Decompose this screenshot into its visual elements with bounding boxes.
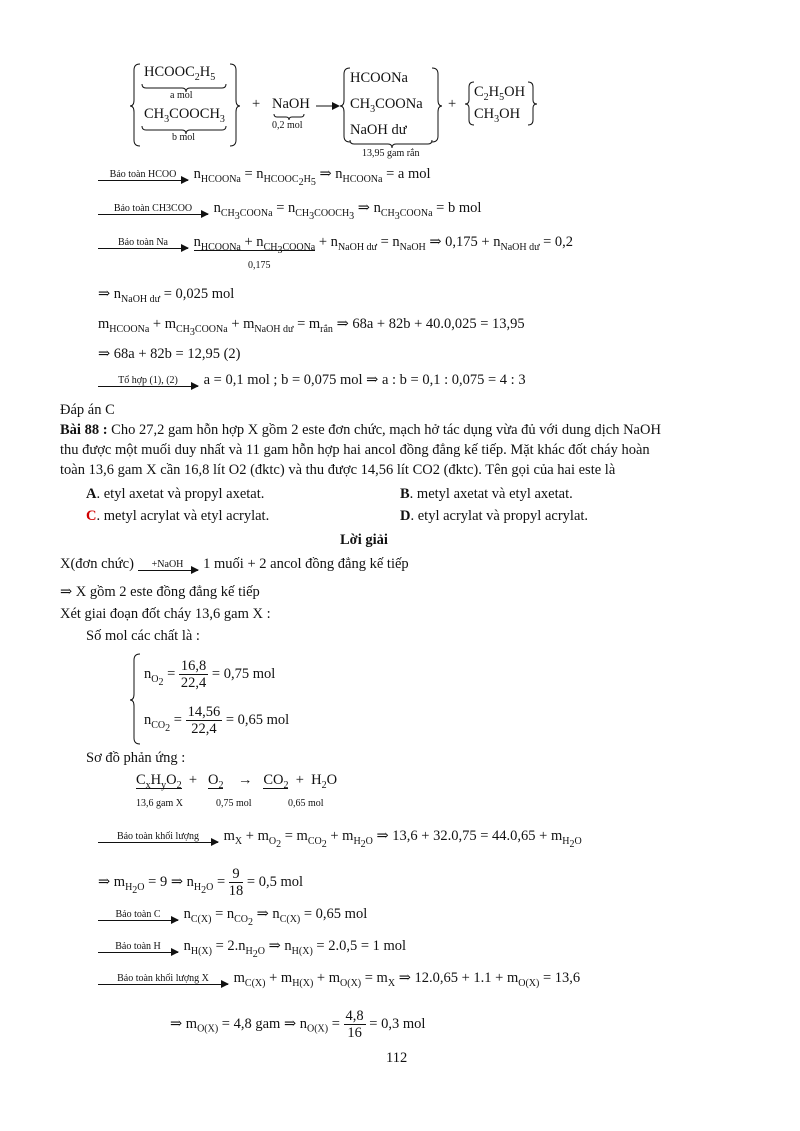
eq-combine: Tổ hợp (1), (2) a = 0,1 mol ; b = 0,075 mol ⇒ a : b = 0,1 : 0,075 = 4 : 3 bbox=[98, 372, 526, 389]
eq-h2o: ⇒ $m_{H_2O} = 9$ ⇒ $n_{H_2O}$ = $\frac{9}{18}$ = 0,5 mol bbox=[98, 866, 304, 899]
problem-number: Bài 88 : bbox=[60, 422, 108, 438]
combustion-eq: $C_xH_yO_2 + O_2$ → $CO_2 + H_2O$ bbox=[136, 772, 338, 791]
problem-line-2: thu được một muối duy nhất và 11 gam hỗn hợp hai ancol đồng đẳng kế tiếp. Mặt khác đốt cháy hoàn bbox=[60, 442, 650, 458]
o2-mol-label: 0,75 mol bbox=[216, 798, 252, 809]
eq-c-balance: Bảo toàn C $n_{C(X)} = n_{CO_2}$ ⇒ $n_{C(X)} = 0,65$ mol bbox=[98, 906, 367, 928]
problem-line-1: Bài 88 : Cho 27,2 gam hỗn hợp X gồm 2 este đơn chức, mạch hở tác dụng vừa đủ với dung dịch NaOH bbox=[60, 422, 661, 438]
solution-line-3: Xét giai đoạn đốt cháy 13,6 gam X : bbox=[60, 606, 271, 622]
eq-o-mass: ⇒ $m_{O(X)} = 4,8$ gam ⇒ $n_{O(X)}$ = $\frac{4,8}{16}$ = 0,3 mol bbox=[170, 1008, 426, 1041]
eq-naoh-excess: ⇒ $n_{NaOH dư} = 0,025$ mol bbox=[98, 286, 235, 305]
option-c: C. metyl acrylat và etyl acrylat. bbox=[86, 508, 270, 524]
ester-2: $CH_3COOCH_3$ bbox=[144, 106, 225, 125]
eq-h-balance: Bảo toàn H $n_{H(X)} = 2.n_{H_2O}$ ⇒ $n_{H(X)} = 2.0,5 = 1$ mol bbox=[98, 938, 406, 960]
ester-1: $HCOOC_2H_5$ bbox=[144, 64, 216, 83]
solution-line-2: ⇒ X gồm 2 este đồng đẳng kế tiếp bbox=[60, 584, 260, 600]
naoh-reagent: NaOH bbox=[272, 96, 310, 112]
eq-hcoo: Bảo toàn HCOO $n_{HCOONa} = n_{HCOOC_2H_5}$ ⇒ $n_{HCOONa} = a$ mol bbox=[98, 166, 431, 188]
solid-mass: 13,95 gam rắn bbox=[362, 148, 420, 159]
co2-mol-label: 0,65 mol bbox=[288, 798, 324, 809]
page-number: 112 bbox=[386, 1050, 408, 1066]
x-mass-label: 13,6 gam X bbox=[136, 798, 183, 809]
answer-prev: Đáp án C bbox=[60, 402, 115, 418]
option-a: A. etyl axetat và propyl axetat. bbox=[86, 486, 265, 502]
eq-2: ⇒ 68a + 82b = 12,95 (2) bbox=[98, 346, 241, 362]
solution-line-5: Sơ đồ phản ứng : bbox=[86, 750, 186, 766]
naoh-amount: 0,2 mol bbox=[272, 120, 303, 131]
product-hcoona: HCOONa bbox=[350, 70, 408, 86]
system-brace bbox=[128, 650, 142, 750]
ester-2-amount: b mol bbox=[172, 132, 196, 143]
eq-mass-solid: $m_{HCOONa} + m_{CH_3COONa} + m_{NaOH dư} = m_{rắn}$ ⇒ 68a + 82b + 40.0,025 = 13,95 bbox=[98, 316, 525, 338]
eq-na: Bảo toàn Na $n_{HCOONa} + n_{CH_3COONa} + n_{NaOH dư} = n_{NaOH}$ ⇒ $0,175 + n_{NaOH dư} = 0,2$ bbox=[98, 234, 573, 256]
plus-sign: + bbox=[252, 96, 261, 112]
ester-1-amount: a mol bbox=[170, 90, 193, 101]
eq-massx-balance: Bảo toàn khối lượng X $m_{C(X)} + m_{H(X)} + m_{O(X)} = m_X$ ⇒ $12.0,65 + 1.1 + m_{O(X)} = 13,6$ bbox=[98, 970, 580, 989]
eq-n-o2: $n_{O_2}$ = $\frac{16,8}{22,4}$ = 0,75 mol bbox=[144, 658, 276, 691]
option-d: D. etyl acrylat và propyl acrylat. bbox=[400, 508, 589, 524]
problem-line-3: toàn 13,6 gam X cần 16,8 lít O2 (đktc) và thu được 14,56 lít CO2 (đktc). Tên gọi của hai este là bbox=[60, 462, 616, 478]
na-sum-label: 0,175 bbox=[248, 260, 271, 271]
product-naoh-excess: NaOH dư bbox=[350, 122, 407, 138]
solution-line-4: Số mol các chất là : bbox=[86, 628, 200, 644]
product-ch3coona: $CH_3COONa$ bbox=[350, 96, 423, 115]
option-b: B. metyl axetat và etyl axetat. bbox=[400, 486, 573, 502]
eq-mass-balance: Bảo toàn khối lượng $m_X + m_{O_2} = m_{CO_2} + m_{H_2O}$ ⇒ $13,6 + 32.0,75 = 44.0,65 + m_{H_2O}$ bbox=[98, 828, 582, 850]
alcohol-1: $C_2H_5OH$ bbox=[474, 84, 526, 103]
solution-heading: Lời giải bbox=[340, 532, 388, 548]
solution-line-1: X(đơn chức) +NaOH 1 muối + 2 ancol đồng đẳng kế tiếp bbox=[60, 556, 409, 572]
reaction-scheme bbox=[128, 60, 648, 160]
alcohol-2: $CH_3OH$ bbox=[474, 106, 521, 125]
eq-ch3coo: Bảo toàn CH3COO $n_{CH_3COONa} = n_{CH_3COOCH_3}$ ⇒ $n_{CH_3COONa} = b$ mol bbox=[98, 200, 481, 222]
plus-sign-2: + bbox=[448, 96, 457, 112]
eq-n-co2: $n_{CO_2}$ = $\frac{14,56}{22,4}$ = 0,65 mol bbox=[144, 704, 290, 737]
